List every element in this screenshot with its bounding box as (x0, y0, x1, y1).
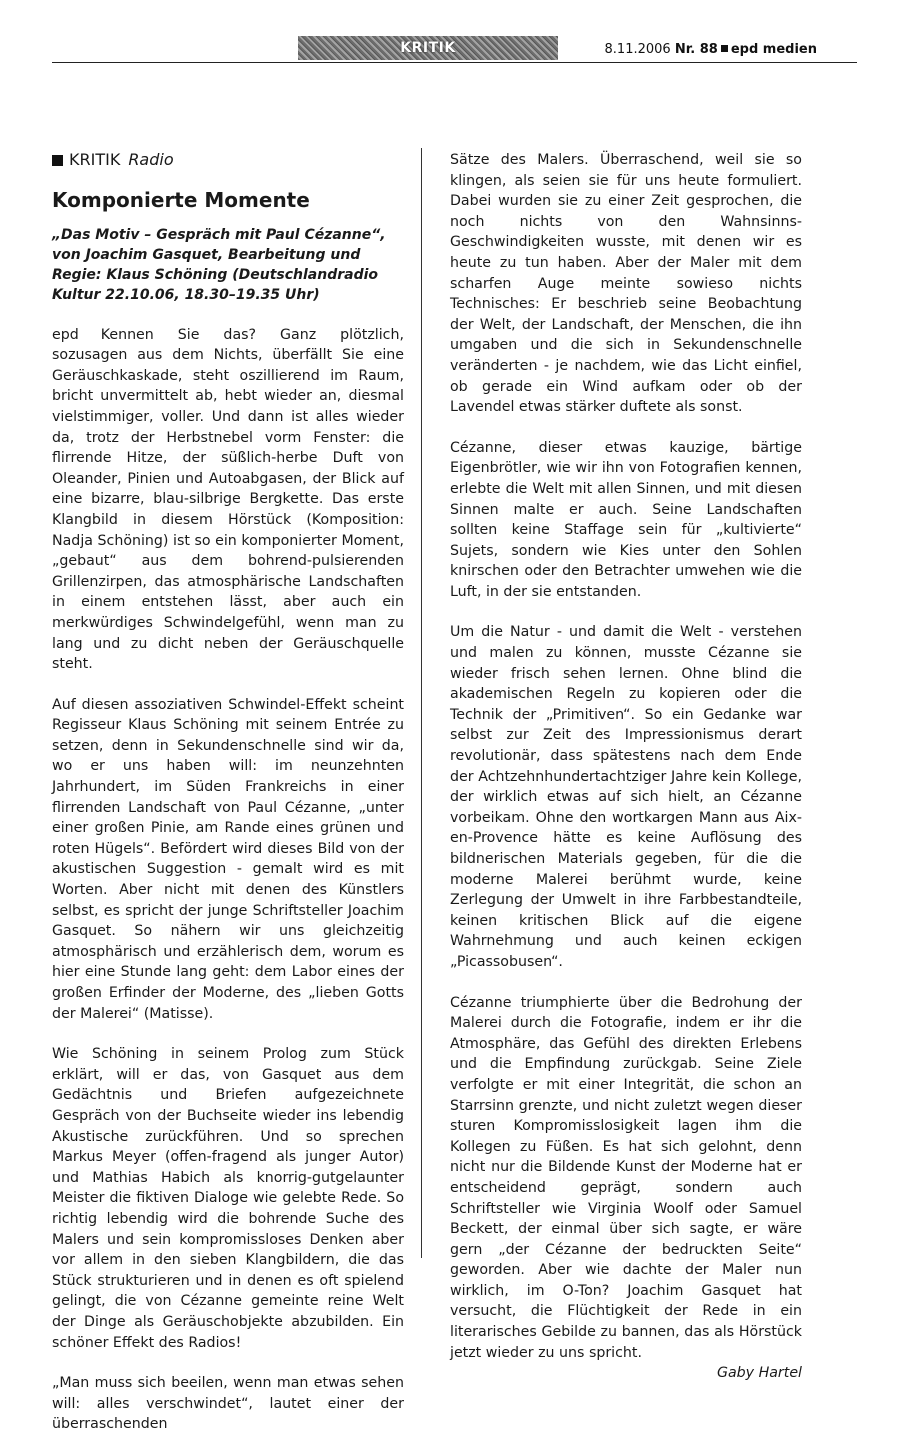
article-title: Komponierte Momente (52, 187, 310, 212)
header-rule (52, 62, 857, 63)
paragraph-text: Cézanne triumphierte über die Bedrohung der Malerei durch die Fotografie, indem er ihr die Atmosphäre, das Gefühl des direkten Erlebens und die Empfindung zurückgab. Seine Ziele verfolgte er mit einer Integrität, die schon an Starrsinn grenzte, und nicht zuletzt wegen dieser sturen Kompromisslosigkeit lagen ihm die Kollegen zu Füßen. Es hat sich gelohnt, denn nicht nur die Bildende Kunst der Moderne hat er entscheidend geprägt, sondern auch Schriftsteller wie Virginia Woolf oder Samuel Beckett, der einmal über sich sagte, er wäre gern „der Cézanne der bedruckten Seite“ geworden. Aber wie dachte der Maler nun wirklich, im O-Ton? Joachim Gasquet hat versucht, die Flüchtigkeit der Rede in ein literarisches Gebilde zu bannen, das als Hörstück jetzt wieder zu uns spricht. (450, 994, 802, 1361)
paragraph (52, 1044, 404, 1353)
agency-tag: epd (52, 326, 79, 343)
paragraph-text: Cézanne, dieser etwas kauzige, bärtige Eigenbrötler, wie wir ihn von Fotografien kennen, erlebte die Welt mit allen Sinnen, und mit diesen Sinnen malte er auch. Seine Landschaften sollten keine Staffage sein für „kultivierte“ Sujets, sondern wie Kies unter den Sohlen knirschen oder den Betrachter umwehen wie die Luft, in der sie entstanden. (450, 439, 802, 600)
kicker-label: KRITIK (69, 150, 121, 169)
square-bullet-icon (52, 155, 63, 166)
paragraph (450, 438, 802, 603)
right-body (450, 150, 802, 1363)
paragraph (52, 325, 404, 675)
left-body (52, 325, 404, 1435)
publication-name: epd medien (730, 42, 817, 57)
kicker-category: Radio (128, 150, 174, 169)
section-label: KRITIK (400, 40, 456, 56)
square-bullet-icon (721, 45, 728, 52)
paragraph (450, 993, 802, 1364)
left-column (52, 150, 404, 1455)
paragraph-text: „Man muss sich beeilen, wenn man etwas sehen will: alles verschwindet“, lautet einer der überraschenden (52, 1375, 404, 1433)
paragraph-text: Wie Schöning in seinem Prolog zum Stück erklärt, will er das, von Gasquet aus dem Gedächtnis und Briefen aufgezeichnete Gespräch von der Buchseite wieder ins lebendig Akustische zurückführen. Und so sprechen Markus Meyer (offen-fragend als junger Autor) und Mathias Habich als knorrig-gutgelaunter Meister die fiktiven Dialoge wie gelebte Rede. So richtig lebendig wird die bohrende Suche des Malers und sein kompromissloses Denken aber vor allem in den sieben Klangbildern, die das Stück strukturieren und in denen es oft spielend gelingt, die von Cézanne gemeinte reine Welt der Dinge als Geräuschobjekte abzubilden. Ein schöner Effekt des Radios! (52, 1046, 404, 1351)
paragraph (52, 1373, 404, 1435)
issue-number: Nr. 88 (674, 42, 718, 57)
issue-date: 8.11.2006 (604, 42, 671, 57)
column-divider (421, 148, 422, 1258)
paragraph-text: Um die Natur - und damit die Welt - verstehen und malen zu können, musste Cézanne sie wieder frisch sehen lernen. Ohne blind die akademischen Regeln zu kopieren oder die Technik der „Primitiven“. So ein Gedanke war selbst zur Zeit des Impressionismus derart revolutionär, dass spätestens nach dem Ende der Achtzehnhundertachtziger Jahre kein Kollege, der wirklich etwas auf sich hielt, an Cézanne vorbeikam. Ohne den wortkargen Mann aus Aix-en-Provence hätte es keine Auflösung des bildnerischen Materials gegeben, für die die moderne Malerei berühmt wurde, keine Zerlegung der Umwelt in ihre Farbbestandteile, keinen kritischen Blick auf die eigene Wahrnehmung und auch keinen eckigen „Picassobusen“. (450, 624, 802, 970)
paragraph (450, 150, 802, 418)
paragraph-text: Kennen Sie das? Ganz plötzlich, sozusagen aus dem Nichts, überfällt Sie eine Geräuschkaskade, steht oszillierend im Raum, bricht unvermittelt ab, hebt wieder an, diesmal vielstimmiger, voller. Und dann ist alles wieder da, trotz der Herbstnebel vorm Fenster: die flirrende Hitze, der süßlich-herbe Duft von Oleander, Pinien und Autoabgasen, der Blick auf eine bizarre, blau-silbrige Bergkette. Das erste Klangbild in diesem Hörstück (Komposition: Nadja Schöning) ist so ein komponierter Moment, „gebaut“ aus dem bohrend-pulsierenden Grillenzirpen, das atmosphärische Landschaften in einem entstehen lässt, aber auch ein merkwürdiges Schwindelgefühl, wenn man zu lang und zu dicht neben der Geräuschquelle steht. (52, 326, 404, 673)
paragraph-text: Auf diesen assoziativen Schwindel-Effekt scheint Regisseur Klaus Schöning mit seinem Entrée zu setzen, denn in Sekundenschnelle sind wir da, wo er uns haben will: im neunzehnten Jahrhundert, im Süden Frankreichs in einer flirrenden Landschaft von Paul Cézanne, „unter einer großen Pinie, am Rande eines grünen und roten Hügels“. Befördert wird dieses Bild von der akustischen Suggestion - gemalt wird es mit Worten. Aber nicht mit denen des Künstlers selbst, es spricht der junge Schriftsteller Joachim Gasquet. So nähern wir uns gleichzeitig atmosphärisch und erzählerisch dem, worum es hier eine Stunde lang geht: dem Labor eines der großen Erfinder der Moderne, des „lieben Gotts der Malerei“ (Matisse). (52, 696, 404, 1022)
paragraph (450, 622, 802, 972)
article-subtitle: „Das Motiv – Gespräch mit Paul Cézanne“, von Joachim Gasquet, Bearbeitung und Regie: Klaus Schöning (Deutschlandradio Kultur 22.10.06, 18.30–19.35 Uhr) (52, 226, 386, 303)
paragraph (52, 695, 404, 1025)
paragraph-text: Sätze des Malers. Überraschend, weil sie so klingen, als seien sie für uns heute formuliert. Dabei wurden sie zu einer Zeit gesprochen, die noch nichts von den Wahnsinns-Geschwindigkeiten wusste, mit denen wir es heute zu tun haben. Aber der Maler mit dem scharfen Auge meinte sowieso nichts Technisches: Er beschrieb seine Beobachtung der Welt, der Landschaft, der Menschen, die ihn umgaben und die sich in Sekundenschnelle veränderten - je nachdem, wie das Licht einfiel, ob gerade ein Wind aufkam oder ob der Lavendel etwas stärker duftete als sonst. (450, 152, 802, 416)
section-banner (298, 36, 558, 60)
author-byline: Gaby Hartel (716, 1365, 802, 1382)
kicker (52, 150, 404, 171)
right-column (450, 150, 802, 1384)
issue-info (605, 42, 817, 57)
